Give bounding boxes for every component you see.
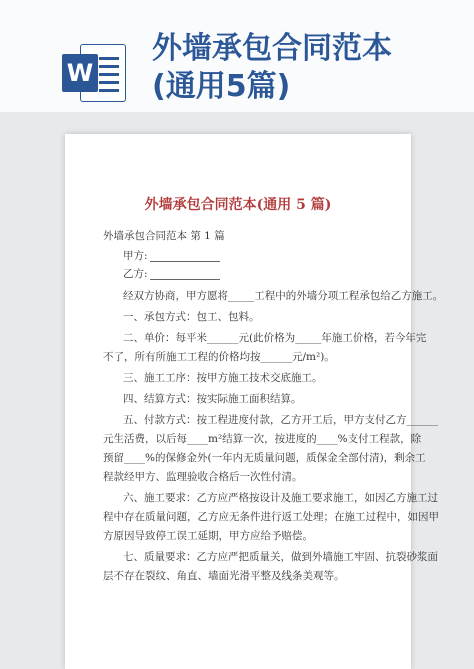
body-line: 元生活费，以后每____m²结算一次，按进度的____%支付工程款，除: [103, 433, 422, 445]
document-title: 外墙承包合同范本(通用 5 篇): [144, 197, 332, 213]
body-line: 四、结算方式：按实际施工面积结算。: [123, 393, 302, 405]
party-b-blank: [150, 269, 220, 280]
party-b-field: [123, 268, 220, 280]
page-title-line-2: (通用5篇): [152, 69, 291, 104]
party-a-blank: [150, 251, 220, 262]
document-page: [65, 134, 444, 669]
party-a-field: [123, 250, 220, 262]
header-banner: [0, 0, 474, 112]
page-title-line-1: 外墙承包合同范本: [152, 31, 392, 66]
word-document-icon: [62, 40, 128, 106]
body-line: 三、施工工序：按甲方施工技术交底施工。: [123, 372, 323, 384]
body-line: 程中存在质量问题，乙方应无条件进行返工处理；在施工过程中，如因甲: [103, 511, 439, 523]
body-line: 程款经甲方、监理验收合格后一次性付清。: [103, 471, 303, 483]
body-line: 五、付款方式：按工程进度付款，乙方开工后，甲方支付乙方______: [123, 414, 438, 426]
body-line: 经双方协商，甲方愿将_____工程中的外墙分项工程承包给乙方施工。: [123, 290, 444, 302]
body-line: 二、单价：每平米______元(此价格为_____年施工价格，若今年完: [123, 332, 427, 344]
body-line: 七、质量要求：乙方应严把质量关，做到外墙施工牢固、抗裂砂浆面: [123, 551, 438, 563]
body-line: 层不存在裂纹、角直、墙面光滑平整及线条美观等。: [103, 570, 345, 582]
body-line: 六、施工要求：乙方应严格按设计及施工要求施工，如因乙方施工过: [123, 492, 438, 504]
word-badge: W: [62, 54, 98, 92]
body-line: 一、承包方式：包工、包料。: [123, 311, 260, 323]
body-line: 方原因导致停工误工延期，甲方应给予赔偿。: [103, 530, 313, 542]
party-a-label: 甲方:: [123, 250, 148, 262]
page-title: [152, 30, 470, 106]
body-line: 不了，所有所施工工程的价格均按______元/m²)。: [103, 351, 335, 363]
document-subtitle: 外墙承包合同范本 第 1 篇: [103, 230, 225, 242]
body-line: 预留____%的保修金外(一年内无质量问题，质保金全部付清)，剩余工: [103, 452, 426, 464]
party-b-label: 乙方:: [123, 268, 148, 280]
